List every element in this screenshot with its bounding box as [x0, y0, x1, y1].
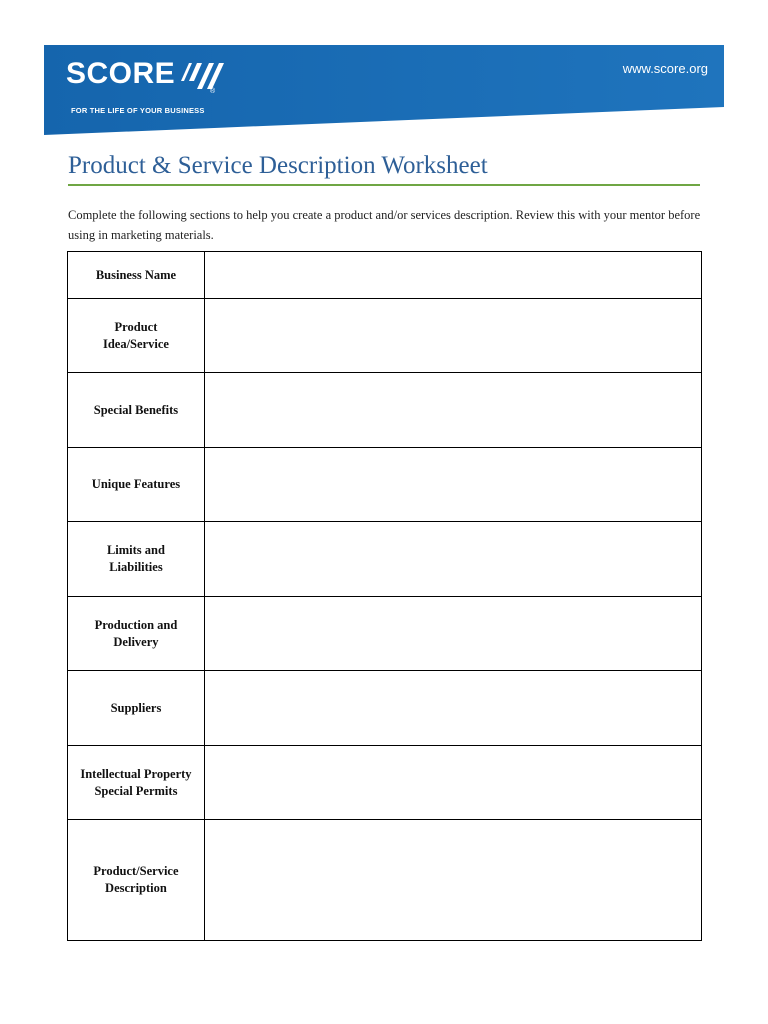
score-slashes-logo-icon: [177, 59, 227, 93]
score-header-banner: [44, 45, 724, 135]
website-link[interactable]: www.score.org: [622, 61, 708, 76]
worksheet-row-product-service-description: [68, 820, 702, 941]
row-label-business-name: [68, 252, 205, 299]
entry-field-intellectual-property-special-permits[interactable]: [204, 746, 701, 820]
row-label-limits-and-liabilities: [68, 522, 205, 597]
entry-field-limits-and-liabilities[interactable]: [204, 522, 701, 597]
row-label-line: Description: [105, 881, 167, 895]
entry-field-unique-features[interactable]: [204, 448, 701, 522]
worksheet-row-suppliers: [68, 671, 702, 746]
row-label-line: Unique Features: [91, 477, 181, 491]
score-tagline: FOR THE LIFE OF YOUR BUSINESS: [71, 106, 205, 115]
entry-field-suppliers[interactable]: [204, 671, 701, 746]
row-label-unique-features: [68, 448, 205, 522]
intro-text: Complete the following sections to help you create a product and/or services description. Review this with your mentor before using in marketing materials.: [68, 208, 701, 242]
worksheet-row-intellectual-property-special-permits: [68, 746, 702, 820]
registered-mark: ®: [210, 88, 216, 95]
row-label-line: Special Permits: [94, 783, 178, 798]
row-label-production-and-delivery: [68, 597, 205, 671]
row-label-line: Product: [114, 319, 158, 334]
row-label-intellectual-property-special-permits: [68, 746, 205, 820]
worksheet-row-business-name: [68, 252, 702, 299]
entry-field-product-idea-service[interactable]: [204, 299, 701, 373]
worksheet-row-special-benefits: [68, 373, 702, 448]
row-label-line: Liabilities: [109, 560, 163, 574]
title-divider: [68, 184, 700, 186]
entry-field-business-name[interactable]: [204, 252, 701, 299]
row-label-line: Production and: [94, 617, 178, 632]
worksheet-row-product-idea-service: [68, 299, 702, 373]
row-label-line: Special Benefits: [93, 402, 179, 417]
row-label-special-benefits: [68, 373, 205, 448]
row-label-line: Business Name: [95, 267, 177, 282]
entry-field-special-benefits[interactable]: [204, 373, 701, 448]
entry-field-product-service-description[interactable]: [204, 820, 701, 941]
row-label-suppliers: [68, 671, 205, 746]
worksheet-row-limits-and-liabilities: [68, 522, 702, 597]
row-label-product-service-description: [68, 820, 205, 941]
row-label-line: Product/Service: [93, 864, 179, 878]
worksheet-row-unique-features: [68, 448, 702, 522]
worksheet-table: [67, 251, 702, 941]
entry-field-production-and-delivery[interactable]: [204, 597, 701, 671]
row-label-line: Suppliers: [110, 700, 162, 715]
row-label-product-idea-service: [68, 299, 205, 373]
row-label-line: Idea/Service: [102, 336, 169, 351]
score-logo-text: SCORE: [66, 57, 176, 90]
row-label-line: Limits and: [106, 543, 165, 557]
row-label-line: Delivery: [113, 634, 159, 649]
worksheet-row-production-and-delivery: [68, 597, 702, 671]
row-label-line: Intellectual Property: [80, 766, 192, 781]
page-title: Product & Service Description Worksheet: [68, 152, 488, 179]
